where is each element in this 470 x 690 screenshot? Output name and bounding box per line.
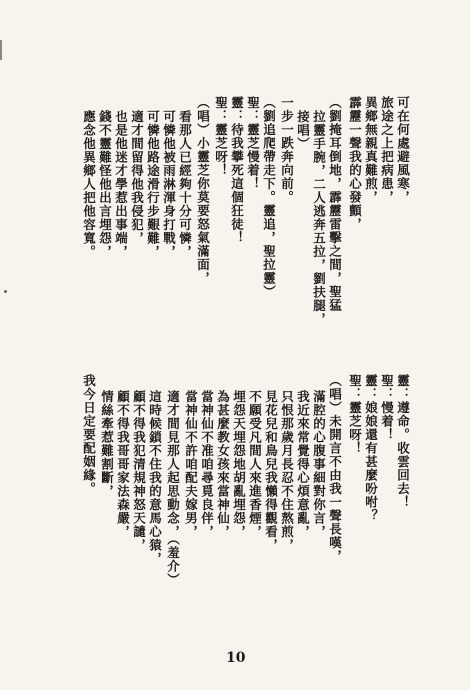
text-column: 接唱）: [295, 110, 311, 151]
text-column: 異鄉無親真難煎，: [363, 96, 379, 204]
text-column: 適才間見那人起思動念，（羞介）: [165, 390, 181, 587]
text-column: 適才間留得他我侵犯，: [129, 110, 145, 245]
text-column: 當神仙不准咱尋覓良伴，: [199, 390, 215, 539]
text-column: 拉靈手腕，二人逃奔五拉，劉扶腿，: [311, 110, 327, 326]
text-column: （唱）未開言不由我一聲長嘆，: [327, 374, 343, 563]
text-column: 可憐他被雨淋渾身打戰，: [161, 110, 177, 259]
scan-edge-dot: [4, 290, 7, 293]
text-column: 旅途之上把病患，: [379, 96, 395, 204]
text-column: 見花兒和鳥兒我懶得觀看，: [263, 390, 279, 552]
text-column: 錢不靈難怪他出言埋怨，: [97, 110, 113, 259]
text-column: 靈：待我攀死這個狂徒！: [229, 96, 245, 245]
text-column: 我近來常覺得心煩意亂，: [295, 390, 311, 539]
text-column: 霹靂一聲我的心發顫，: [347, 96, 363, 231]
text-column: （劉掩耳倒地，霹靂雷擊之間，聖猛: [327, 96, 343, 312]
text-column: 聖：靈芝呀！: [347, 374, 363, 455]
text-column: （劉追爬帶走下。靈追，聖拉靈）: [261, 96, 277, 299]
text-column: 埋怨天埋怨地胡亂埋怨，: [231, 390, 247, 539]
text-column: （唱）小靈芝你莫要怒氣滿面，: [195, 96, 211, 285]
page-number: 10: [226, 650, 246, 666]
text-column: 不願受凡間人來進香煙，: [247, 390, 263, 539]
text-column: 聖：靈芝慢着！: [245, 96, 261, 191]
text-column: 這時候鎖不住我的意馬心猿，: [147, 390, 163, 566]
text-column: 聖：靈芝呀！: [213, 96, 229, 177]
text-column: 顧不得我犯清規神怒天譴，: [131, 390, 147, 552]
scan-edge-mark: [0, 40, 2, 60]
text-column: 當神仙不許咱配夫嫁男，: [183, 390, 199, 539]
text-column: 靈：遵命。收雲回去！: [395, 374, 411, 509]
text-column: 情絲牽惹難割斷，: [99, 390, 115, 498]
text-column: 聖：慢着！: [379, 374, 395, 442]
text-column: 我今日定要配姻緣。: [81, 374, 97, 496]
text-column: 也是他迷才學惹出事端，: [113, 110, 129, 259]
text-column: 靈：娘娘還有甚麼吩咐？: [363, 374, 379, 523]
text-column: 顧不得我哥哥家法森嚴，: [115, 390, 131, 539]
text-column: 滿腔的心腹事細對你言，: [311, 390, 327, 539]
text-column: 可在何處避風寒，: [395, 96, 411, 204]
text-column: 看那人已經夠十分可憐，: [177, 110, 193, 259]
text-column: 只恨那歲月長忍不住熬煎，: [279, 390, 295, 552]
text-column: 一步一跌奔向前。: [279, 96, 295, 204]
text-column: 應念他異鄉人把他容寬。: [81, 110, 97, 259]
text-column: 為甚麼教女孩來當神仙，: [215, 390, 231, 539]
text-column: 可憐他路途滑行步艱難，: [145, 110, 161, 259]
